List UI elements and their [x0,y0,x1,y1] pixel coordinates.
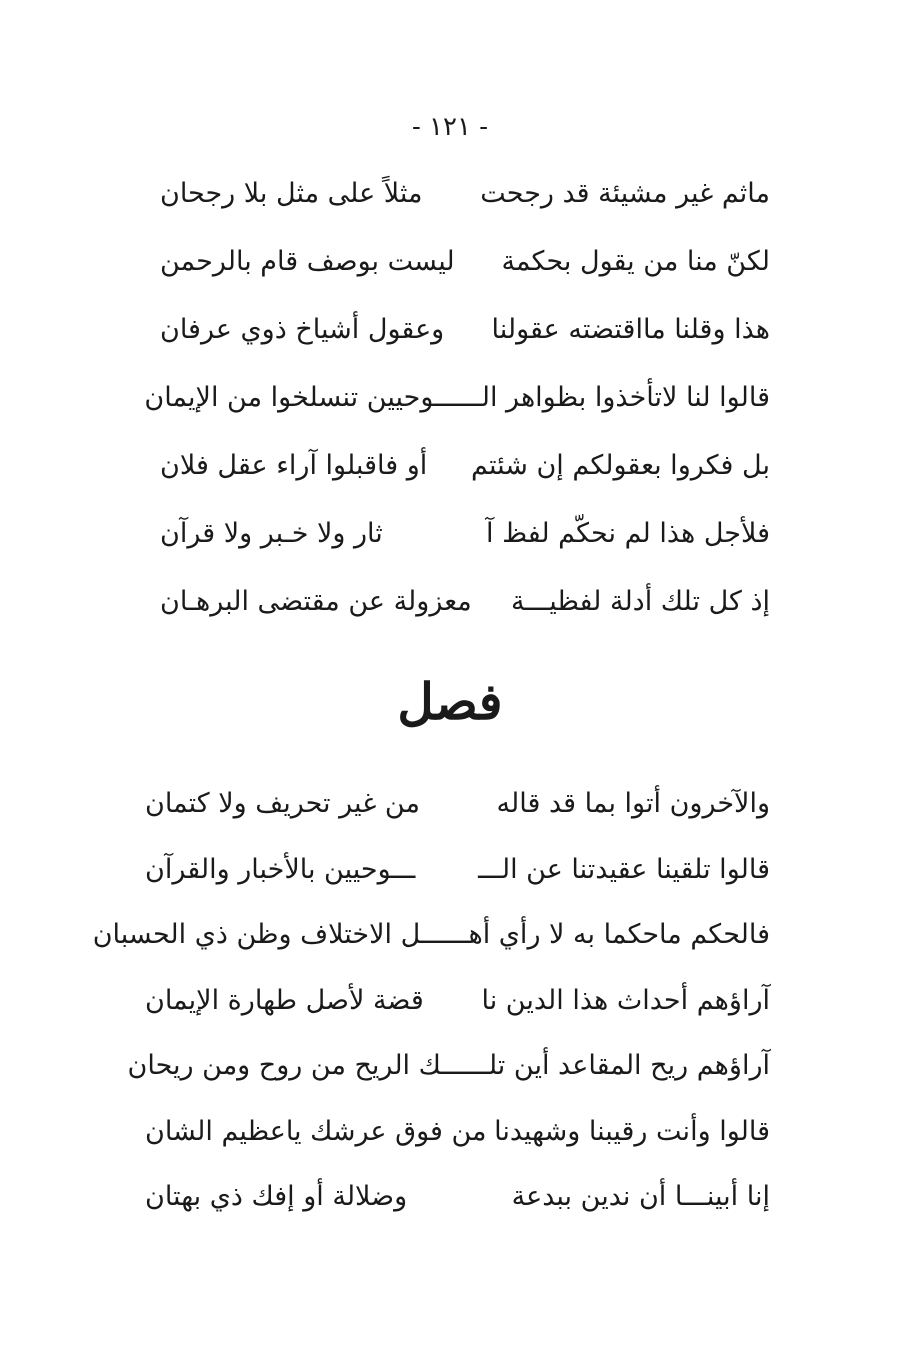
verse-second-hemistich: وعقول أشياخ ذوي عرفان [160,314,445,345]
verse-line [145,1116,770,1182]
verse-second-hemistich: ـــل الاختلاف وظن ذي الحسبان [92,919,445,950]
verse-first-hemistich: لكنّ منا من يقول بحكمة [501,246,770,277]
poem-block-1 [144,178,770,654]
verse-line [145,854,770,920]
verse-line [160,246,770,314]
verse-second-hemistich: من غير تحريف ولا كتمان [145,788,420,819]
poem-block-2 [92,788,770,1247]
verse-second-hemistich: من فوق عرشك ياعظيم الشان [145,1115,487,1147]
verse-first-hemistich: فالحكم ماحكما به لا رأي أهـــ [444,919,770,950]
verse-line [160,450,770,518]
verse-second-hemistich: مثلاً على مثل بلا رجحان [160,178,423,209]
verse-first-hemistich: قالوا لنا لاتأخذوا بظواهر الـــ [458,382,770,413]
page-number: - ١٢١ - [411,112,489,142]
verse-second-hemistich: ـــك الريح من روح ومن ريحان [127,1050,466,1081]
verse-first-hemistich: ماثم غير مشيئة قد رجحت [480,178,770,209]
verse-line [145,788,770,854]
verse-second-hemistich: ـــوحيين بالأخبار والقرآن [145,853,416,885]
verse-line [160,586,770,654]
verse-first-hemistich: إنا أبينـــا أن ندين ببدعة [511,1181,770,1212]
verse-second-hemistich: ـــوحيين تنسلخوا من الإيمان [144,382,458,413]
verse-first-hemistich: قالوا تلقينا عقيدتنا عن الـــ [478,853,770,885]
verse-second-hemistich: قضة لأصل طهارة الإيمان [145,984,424,1016]
verse-line [92,919,770,985]
verse-line [160,178,770,246]
verse-first-hemistich: بل فكروا بعقولكم إن شئتم [470,450,770,481]
verse-second-hemistich: وضلالة أو إفك ذي بهتان [145,1181,408,1212]
verse-line [160,314,770,382]
verse-line [144,382,770,450]
verse-first-hemistich: فلأجل هذا لم نحكّم لفظ آ [485,518,770,549]
verse-second-hemistich: ليست بوصف قام بالرحمن [160,246,455,277]
verse-second-hemistich: ثار ولا خـبر ولا قرآن [160,518,383,549]
verse-second-hemistich: معزولة عن مقتضى البرهـان [160,586,472,617]
verse-second-hemistich: أو فاقبلوا آراء عقل فلان [160,450,428,481]
verse-first-hemistich: قالوا وأنت رقيبنا وشهيدنا [494,1115,770,1147]
verse-line [145,985,770,1051]
verse-first-hemistich: إذ كل تلك أدلة لفظيـــة [511,586,770,617]
verse-first-hemistich: آراؤهم أحداث هذا الدين نا [481,984,770,1016]
verse-line [160,518,770,586]
verse-first-hemistich: والآخرون أتوا بما قد قاله [496,788,770,819]
verse-first-hemistich: آراؤهم ريح المقاعد أين تلـــ [465,1050,770,1081]
verse-line [145,1181,770,1247]
verse-line [127,1050,770,1116]
verse-first-hemistich: هذا وقلنا مااقتضته عقولنا [491,314,770,345]
section-heading: فصل [397,672,503,731]
